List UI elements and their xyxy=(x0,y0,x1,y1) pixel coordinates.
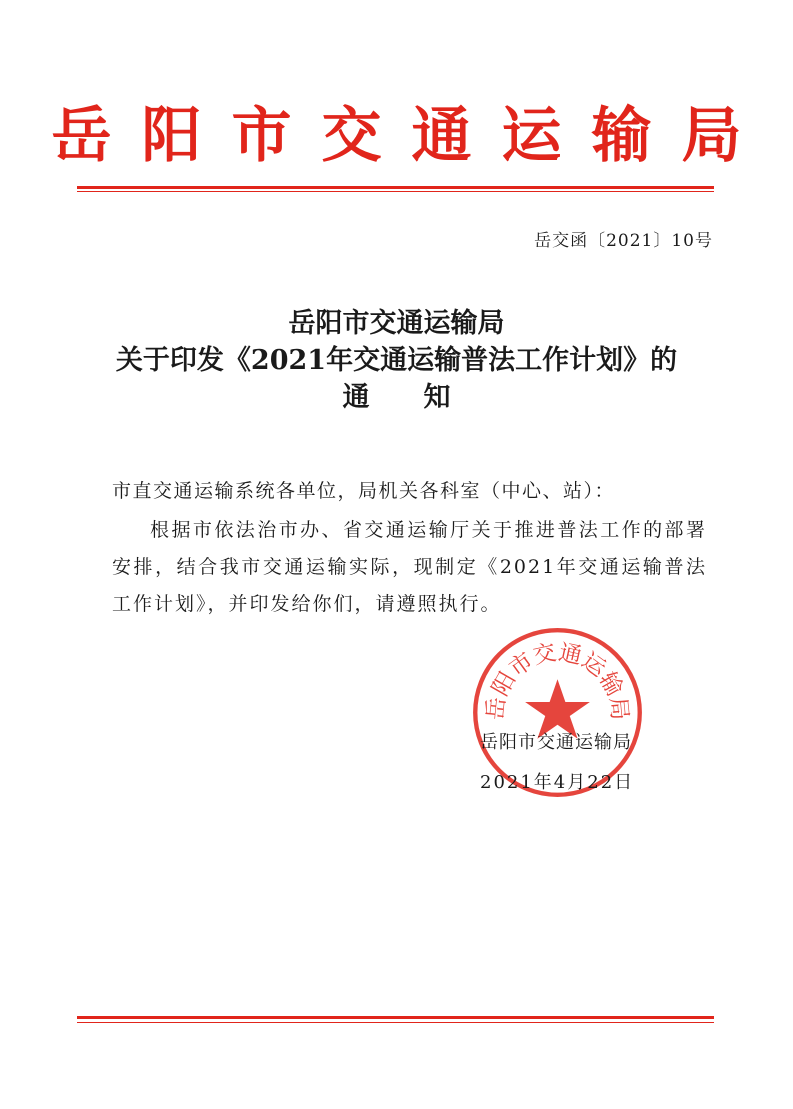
body-paragraph: 根据市依法治市办、省交通运输厅关于推进普法工作的部署安排，结合我市交通运输实际，现制定《2021年交通运输普法工作计划》，并印发给你们，请遵照执行。 xyxy=(112,519,707,615)
signer-name: 岳阳市交通运输局 xyxy=(480,732,632,753)
org-header-title: 岳阳市交通运输局 xyxy=(51,101,772,171)
document-number: 岳交函〔2021〕10号 xyxy=(534,231,713,251)
header-divider-thick xyxy=(77,186,714,189)
title-line-1: 岳阳市交通运输局 xyxy=(288,308,505,339)
header-divider-thin xyxy=(77,191,714,192)
document-title xyxy=(0,305,793,416)
issue-date: 2021年4月22日 xyxy=(480,772,635,793)
footer-divider-thin xyxy=(77,1022,714,1023)
title-line-2: 关于印发《2021年交通运输普法工作计划》的 xyxy=(115,345,678,376)
seal-text: 岳阳市交通运输局 xyxy=(482,639,633,722)
footer-divider-thick xyxy=(77,1016,714,1019)
title-line-3: 通 知 xyxy=(342,382,451,413)
salutation: 市直交通运输系统各单位，局机关各科室（中心、站）： xyxy=(112,480,616,502)
